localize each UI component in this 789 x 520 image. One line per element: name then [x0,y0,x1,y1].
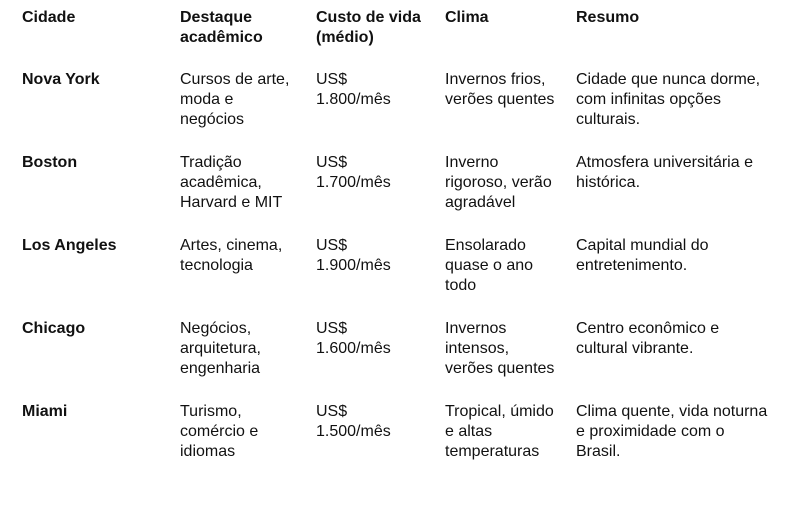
cell-city: Nova York [22,71,100,88]
cell-academic: Negócios, arquitetura, engenharia [180,320,261,377]
cell-cost: US$ 1.600/mês [316,320,391,357]
table-row [12,398,782,466]
cell-cost: US$ 1.500/mês [316,403,391,440]
header-climate: Clima [445,9,489,26]
cell-summary: Cidade que nunca dorme, com infinitas opções culturais. [576,71,761,128]
table-row [12,149,782,232]
cell-climate: Invernos frios, verões quentes [445,71,555,108]
cell-cost: US$ 1.700/mês [316,154,391,191]
table-row [12,66,782,149]
table-row [12,315,782,398]
table-row [12,232,782,315]
cell-summary: Centro econômico e cultural vibrante. [576,320,720,357]
cell-climate: Inverno rigoroso, verão agradável [445,154,552,211]
cell-city: Boston [22,154,78,171]
cell-city: Chicago [22,320,86,337]
cities-table [12,4,782,466]
cell-summary: Capital mundial do entretenimento. [576,237,709,274]
header-cost: Custo de vida (médio) [316,9,421,46]
cell-climate: Ensolarado quase o ano todo [445,237,534,294]
cell-academic: Turismo, comércio e idiomas [180,403,259,460]
cell-summary: Clima quente, vida noturna e proximidade com o Brasil. [576,403,768,460]
cell-academic: Artes, cinema, tecnologia [180,237,283,274]
table-header-row [12,4,782,66]
cell-city: Miami [22,403,68,420]
cell-cost: US$ 1.900/mês [316,237,391,274]
cell-academic: Tradição acadêmica, Harvard e MIT [180,154,283,211]
cell-cost: US$ 1.800/mês [316,71,391,108]
cell-climate: Tropical, úmido e altas temperaturas [445,403,554,460]
cell-climate: Invernos intensos, verões quentes [445,320,555,377]
cell-city: Los Angeles [22,237,117,254]
cell-academic: Cursos de arte, moda e negócios [180,71,290,128]
header-city: Cidade [22,9,76,26]
header-summary: Resumo [576,9,640,26]
header-academic: Destaque acadêmico [180,9,263,46]
cell-summary: Atmosfera universitária e histórica. [576,154,753,191]
